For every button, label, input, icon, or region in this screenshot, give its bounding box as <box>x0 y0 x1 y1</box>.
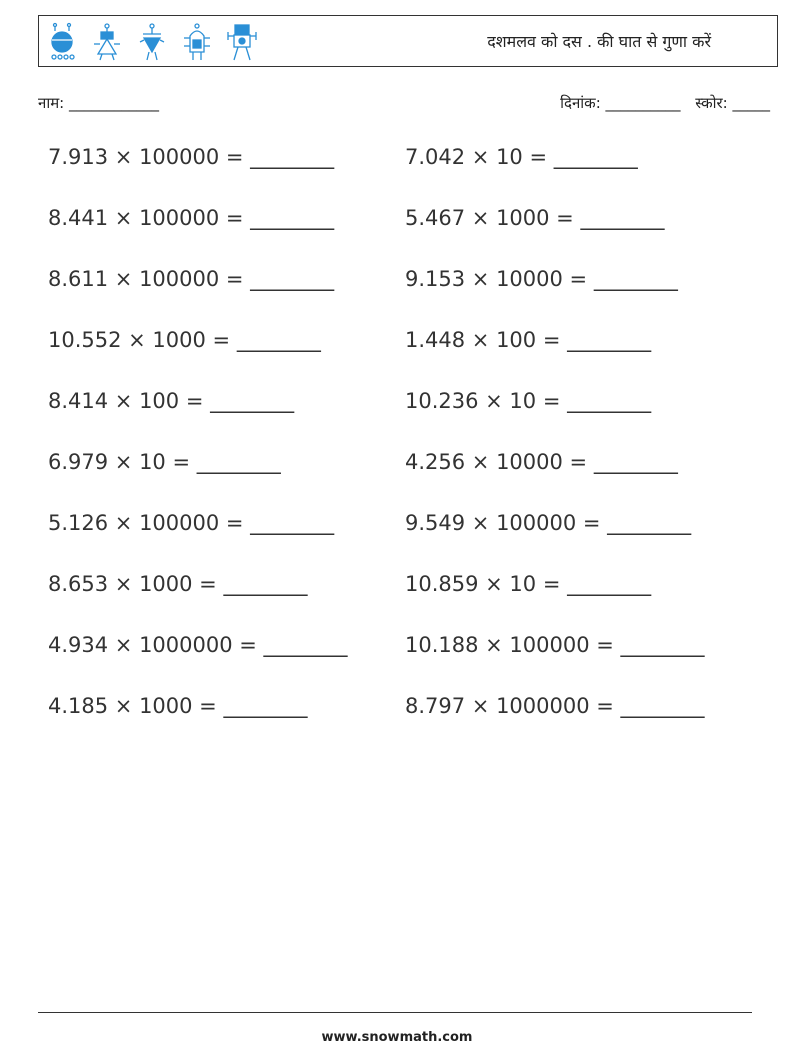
problem-item: 10.552 × 1000 = ________ <box>48 328 321 352</box>
problem-item: 4.934 × 1000000 = ________ <box>48 633 348 657</box>
problem-row <box>48 145 768 206</box>
header-box <box>38 15 778 67</box>
problem-item: 5.126 × 100000 = ________ <box>48 511 335 535</box>
score-field: स्कोर: _____ <box>695 94 770 112</box>
problem-item: 10.236 × 10 = ________ <box>405 389 652 413</box>
name-field: नाम: ____________ <box>38 94 160 112</box>
problem-item: 9.549 × 100000 = ________ <box>405 511 692 535</box>
problem-item: 8.441 × 100000 = ________ <box>48 206 335 230</box>
footer-site: www.snowmath.com <box>321 1030 473 1045</box>
problem-item: 1.448 × 100 = ________ <box>405 328 652 352</box>
date-field: दिनांक: __________ <box>560 94 681 112</box>
problem-item: 7.042 × 10 = ________ <box>405 145 638 169</box>
problem-item: 5.467 × 1000 = ________ <box>405 206 665 230</box>
footer-divider <box>38 1012 752 1013</box>
problem-item: 6.979 × 10 = ________ <box>48 450 281 474</box>
problem-row <box>48 450 768 511</box>
problem-item: 10.859 × 10 = ________ <box>405 572 652 596</box>
robot-5-icon <box>225 22 259 62</box>
robot-4-icon <box>180 22 214 62</box>
problem-row <box>48 206 768 267</box>
robot-icons <box>45 22 259 62</box>
problem-item: 8.611 × 100000 = ________ <box>48 267 335 291</box>
problem-grid <box>48 145 768 755</box>
problem-item: 10.188 × 100000 = ________ <box>405 633 705 657</box>
date-score-fields <box>550 93 770 113</box>
robot-3-icon <box>135 22 169 62</box>
page-title: दशमलव को दस . की घात से गुणा करें <box>487 32 711 51</box>
problem-row <box>48 389 768 450</box>
robot-1-icon <box>45 22 79 62</box>
problem-item: 4.256 × 10000 = ________ <box>405 450 678 474</box>
problem-item: 7.913 × 100000 = ________ <box>48 145 335 169</box>
problem-row <box>48 267 768 328</box>
problem-item: 8.414 × 100 = ________ <box>48 389 295 413</box>
problem-item: 8.653 × 1000 = ________ <box>48 572 308 596</box>
problem-item: 9.153 × 10000 = ________ <box>405 267 678 291</box>
problem-row <box>48 572 768 633</box>
problem-item: 4.185 × 1000 = ________ <box>48 694 308 718</box>
problem-row <box>48 511 768 572</box>
problem-row <box>48 328 768 389</box>
problem-row <box>48 633 768 694</box>
robot-2-icon <box>90 22 124 62</box>
problem-row <box>48 694 768 755</box>
problem-item: 8.797 × 1000000 = ________ <box>405 694 705 718</box>
